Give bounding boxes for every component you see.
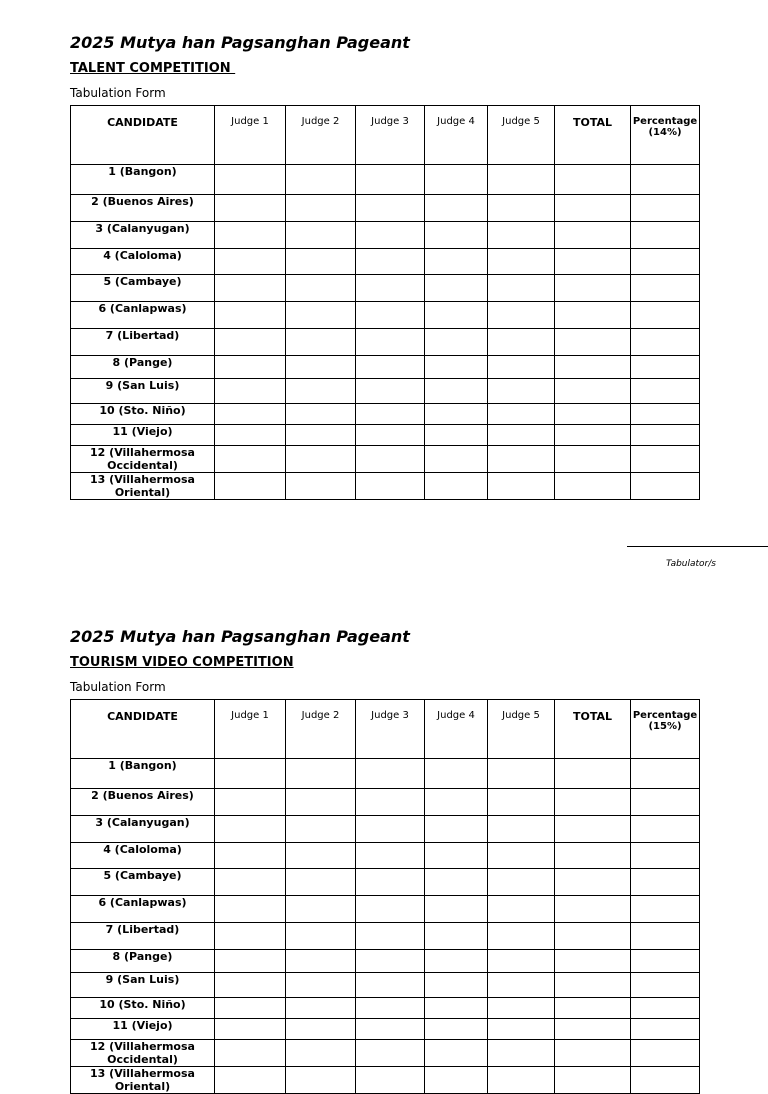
- judge-1-score-cell[interactable]: [215, 759, 286, 789]
- judge-3-score-cell[interactable]: [356, 356, 425, 379]
- judge-1-score-cell[interactable]: [215, 1040, 286, 1067]
- judge-4-score-cell[interactable]: [425, 896, 488, 923]
- candidate-name-cell: 3 (Calanyugan): [71, 222, 215, 249]
- table-row: [71, 473, 700, 500]
- table-row: [71, 869, 700, 896]
- judge-3-score-cell[interactable]: [356, 869, 425, 896]
- tabulation-table: [70, 699, 700, 1094]
- judge-2-score-cell[interactable]: [286, 998, 356, 1019]
- judge-3-score-cell[interactable]: [356, 896, 425, 923]
- table-row: [71, 275, 700, 302]
- talent-competition-section: [70, 32, 716, 569]
- judge-3-score-cell[interactable]: [356, 195, 425, 222]
- pageant-title: 2025 Mutya han Pagsanghan Pageant: [70, 627, 410, 646]
- judge-4-score-cell[interactable]: [425, 249, 488, 275]
- judge-5-score-cell[interactable]: [488, 379, 555, 404]
- table-header-row: [71, 700, 700, 759]
- judge-1-score-cell[interactable]: [215, 816, 286, 843]
- judge-5-score-cell[interactable]: [488, 446, 555, 473]
- judge-3-score-cell[interactable]: [356, 816, 425, 843]
- candidate-name-cell: 11 (Viejo): [71, 1019, 215, 1040]
- percentage-cell[interactable]: [631, 275, 700, 302]
- judge-1-score-cell[interactable]: [215, 446, 286, 473]
- judge-4-score-cell[interactable]: [425, 923, 488, 950]
- judge-3-score-cell[interactable]: [356, 446, 425, 473]
- table-row: [71, 165, 700, 195]
- candidate-name-cell: 7 (Libertad): [71, 923, 215, 950]
- table-row: [71, 195, 700, 222]
- judge-1-score-cell[interactable]: [215, 329, 286, 356]
- candidate-name-cell: 6 (Canlapwas): [71, 896, 215, 923]
- judge-3-score-cell[interactable]: [356, 275, 425, 302]
- judge-5-score-cell[interactable]: [488, 1067, 555, 1094]
- judge-3-score-cell[interactable]: [356, 425, 425, 446]
- percentage-cell[interactable]: [631, 379, 700, 404]
- percentage-cell[interactable]: [631, 195, 700, 222]
- judge-1-score-cell[interactable]: [215, 998, 286, 1019]
- table-row: [71, 843, 700, 869]
- judge-1-header: Judge 1: [215, 106, 286, 165]
- total-cell[interactable]: [555, 759, 631, 789]
- candidate-name-cell: 1 (Bangon): [71, 759, 215, 789]
- judge-5-score-cell[interactable]: [488, 923, 555, 950]
- table-row: [71, 302, 700, 329]
- percentage-cell[interactable]: [631, 404, 700, 425]
- judge-5-score-cell[interactable]: [488, 302, 555, 329]
- table-row: [71, 356, 700, 379]
- judge-2-score-cell[interactable]: [286, 329, 356, 356]
- percentage-cell[interactable]: [631, 789, 700, 816]
- candidate-name-cell: 1 (Bangon): [71, 165, 215, 195]
- total-cell[interactable]: [555, 446, 631, 473]
- total-header: TOTAL: [555, 106, 631, 165]
- total-cell[interactable]: [555, 973, 631, 998]
- table-row: [71, 923, 700, 950]
- total-cell[interactable]: [555, 302, 631, 329]
- judge-2-score-cell[interactable]: [286, 302, 356, 329]
- judge-5-score-cell[interactable]: [488, 249, 555, 275]
- table-row: [71, 998, 700, 1019]
- table-row: [71, 816, 700, 843]
- percentage-cell[interactable]: [631, 1019, 700, 1040]
- judge-3-score-cell[interactable]: [356, 923, 425, 950]
- candidate-name-cell: 7 (Libertad): [71, 329, 215, 356]
- candidate-name-cell: 13 (Villahermosa Oriental): [71, 473, 215, 500]
- judge-3-score-cell[interactable]: [356, 759, 425, 789]
- total-cell[interactable]: [555, 473, 631, 500]
- candidate-name-cell: 2 (Buenos Aires): [71, 195, 215, 222]
- judge-1-score-cell[interactable]: [215, 379, 286, 404]
- judge-1-header: Judge 1: [215, 700, 286, 759]
- judge-5-score-cell[interactable]: [488, 950, 555, 973]
- judge-4-score-cell[interactable]: [425, 165, 488, 195]
- total-cell[interactable]: [555, 222, 631, 249]
- percentage-cell[interactable]: [631, 425, 700, 446]
- judge-3-score-cell[interactable]: [356, 329, 425, 356]
- table-row: [71, 425, 700, 446]
- judge-5-score-cell[interactable]: [488, 843, 555, 869]
- competition-subtitle: TALENT COMPETITION: [70, 61, 236, 76]
- percentage-cell[interactable]: [631, 165, 700, 195]
- form-label: Tabulation Form: [70, 680, 166, 694]
- table-row: [71, 950, 700, 973]
- judge-2-score-cell[interactable]: [286, 222, 356, 249]
- judge-3-score-cell[interactable]: [356, 998, 425, 1019]
- judge-2-score-cell[interactable]: [286, 973, 356, 998]
- judge-1-score-cell[interactable]: [215, 165, 286, 195]
- judge-5-score-cell[interactable]: [488, 329, 555, 356]
- judge-2-score-cell[interactable]: [286, 843, 356, 869]
- total-cell[interactable]: [555, 816, 631, 843]
- percentage-cell[interactable]: [631, 759, 700, 789]
- judge-5-score-cell[interactable]: [488, 404, 555, 425]
- judge-4-score-cell[interactable]: [425, 998, 488, 1019]
- judge-2-score-cell[interactable]: [286, 275, 356, 302]
- candidate-name-cell: 11 (Viejo): [71, 425, 215, 446]
- judge-4-score-cell[interactable]: [425, 404, 488, 425]
- percentage-cell[interactable]: [631, 923, 700, 950]
- total-cell[interactable]: [555, 923, 631, 950]
- judge-2-score-cell[interactable]: [286, 950, 356, 973]
- table-row: [71, 1040, 700, 1067]
- candidate-name-cell: 9 (San Luis): [71, 973, 215, 998]
- table-row: [71, 404, 700, 425]
- tabulator-label: Tabulator/s: [666, 559, 716, 569]
- judge-5-header: Judge 5: [488, 106, 555, 165]
- judge-3-score-cell[interactable]: [356, 222, 425, 249]
- judge-3-score-cell[interactable]: [356, 789, 425, 816]
- judge-1-score-cell[interactable]: [215, 869, 286, 896]
- total-cell[interactable]: [555, 356, 631, 379]
- percentage-cell[interactable]: [631, 896, 700, 923]
- form-label: Tabulation Form: [70, 86, 166, 100]
- judge-1-score-cell[interactable]: [215, 1019, 286, 1040]
- judge-2-score-cell[interactable]: [286, 1040, 356, 1067]
- judge-4-score-cell[interactable]: [425, 302, 488, 329]
- judge-2-score-cell[interactable]: [286, 473, 356, 500]
- table-row: [71, 379, 700, 404]
- judge-1-score-cell[interactable]: [215, 923, 286, 950]
- judge-4-score-cell[interactable]: [425, 950, 488, 973]
- total-cell[interactable]: [555, 404, 631, 425]
- judge-2-score-cell[interactable]: [286, 165, 356, 195]
- judge-2-score-cell[interactable]: [286, 896, 356, 923]
- candidate-header: CANDIDATE: [71, 700, 215, 759]
- judge-3-score-cell[interactable]: [356, 1019, 425, 1040]
- judge-4-score-cell[interactable]: [425, 789, 488, 816]
- judge-4-score-cell[interactable]: [425, 222, 488, 249]
- percentage-header: Percentage (14%): [631, 106, 700, 165]
- candidate-name-cell: 4 (Caloloma): [71, 249, 215, 275]
- candidate-header: CANDIDATE: [71, 106, 215, 165]
- table-row: [71, 1019, 700, 1040]
- candidate-name-cell: 2 (Buenos Aires): [71, 789, 215, 816]
- judge-4-score-cell[interactable]: [425, 446, 488, 473]
- total-cell[interactable]: [555, 1067, 631, 1094]
- judge-4-score-cell[interactable]: [425, 473, 488, 500]
- judge-4-header: Judge 4: [425, 700, 488, 759]
- judge-4-score-cell[interactable]: [425, 816, 488, 843]
- candidate-name-cell: 4 (Caloloma): [71, 843, 215, 869]
- candidate-name-cell: 10 (Sto. Niño): [71, 998, 215, 1019]
- table-row: [71, 446, 700, 473]
- candidate-name-cell: 8 (Pange): [71, 356, 215, 379]
- percentage-header: Percentage (15%): [631, 700, 700, 759]
- judge-2-score-cell[interactable]: [286, 404, 356, 425]
- judge-1-score-cell[interactable]: [215, 404, 286, 425]
- total-cell[interactable]: [555, 379, 631, 404]
- judge-1-score-cell[interactable]: [215, 843, 286, 869]
- total-cell[interactable]: [555, 1019, 631, 1040]
- judge-3-score-cell[interactable]: [356, 165, 425, 195]
- judge-3-header: Judge 3: [356, 106, 425, 165]
- judge-3-score-cell[interactable]: [356, 249, 425, 275]
- judge-1-score-cell[interactable]: [215, 195, 286, 222]
- percentage-cell[interactable]: [631, 222, 700, 249]
- judge-1-score-cell[interactable]: [215, 425, 286, 446]
- total-cell[interactable]: [555, 1040, 631, 1067]
- judge-1-score-cell[interactable]: [215, 356, 286, 379]
- judge-5-score-cell[interactable]: [488, 869, 555, 896]
- judge-3-score-cell[interactable]: [356, 1067, 425, 1094]
- total-cell[interactable]: [555, 425, 631, 446]
- total-cell[interactable]: [555, 869, 631, 896]
- judge-2-score-cell[interactable]: [286, 816, 356, 843]
- judge-2-header: Judge 2: [286, 106, 356, 165]
- judge-5-score-cell[interactable]: [488, 759, 555, 789]
- candidate-name-cell: 13 (Villahermosa Oriental): [71, 1067, 215, 1094]
- judge-4-score-cell[interactable]: [425, 356, 488, 379]
- judge-2-score-cell[interactable]: [286, 759, 356, 789]
- judge-4-score-cell[interactable]: [425, 275, 488, 302]
- table-row: [71, 329, 700, 356]
- judge-1-score-cell[interactable]: [215, 1067, 286, 1094]
- total-cell[interactable]: [555, 249, 631, 275]
- judge-4-score-cell[interactable]: [425, 379, 488, 404]
- candidate-name-cell: 12 (Villahermosa Occidental): [71, 446, 215, 473]
- judge-2-score-cell[interactable]: [286, 1067, 356, 1094]
- judge-2-score-cell[interactable]: [286, 356, 356, 379]
- judge-5-score-cell[interactable]: [488, 425, 555, 446]
- total-cell[interactable]: [555, 896, 631, 923]
- total-cell[interactable]: [555, 789, 631, 816]
- judge-5-score-cell[interactable]: [488, 998, 555, 1019]
- judge-2-score-cell[interactable]: [286, 1019, 356, 1040]
- tabulator-signature-line: [627, 546, 768, 547]
- candidate-name-cell: 10 (Sto. Niño): [71, 404, 215, 425]
- judge-1-score-cell[interactable]: [215, 789, 286, 816]
- pageant-title: 2025 Mutya han Pagsanghan Pageant: [70, 33, 410, 52]
- judge-1-score-cell[interactable]: [215, 896, 286, 923]
- judge-2-header: Judge 2: [286, 700, 356, 759]
- judge-3-score-cell[interactable]: [356, 379, 425, 404]
- judge-4-score-cell[interactable]: [425, 1019, 488, 1040]
- table-header-row: [71, 106, 700, 165]
- judge-3-score-cell[interactable]: [356, 843, 425, 869]
- candidate-name-cell: 6 (Canlapwas): [71, 302, 215, 329]
- total-cell[interactable]: [555, 275, 631, 302]
- candidate-name-cell: 12 (Villahermosa Occidental): [71, 1040, 215, 1067]
- judge-4-score-cell[interactable]: [425, 329, 488, 356]
- judge-5-score-cell[interactable]: [488, 816, 555, 843]
- judge-2-score-cell[interactable]: [286, 923, 356, 950]
- judge-5-score-cell[interactable]: [488, 165, 555, 195]
- judge-3-score-cell[interactable]: [356, 302, 425, 329]
- judge-4-score-cell[interactable]: [425, 973, 488, 998]
- judge-1-score-cell[interactable]: [215, 222, 286, 249]
- judge-1-score-cell[interactable]: [215, 973, 286, 998]
- percentage-cell[interactable]: [631, 843, 700, 869]
- judge-2-score-cell[interactable]: [286, 869, 356, 896]
- judge-2-score-cell[interactable]: [286, 446, 356, 473]
- percentage-cell[interactable]: [631, 816, 700, 843]
- percentage-cell[interactable]: [631, 869, 700, 896]
- judge-4-score-cell[interactable]: [425, 1040, 488, 1067]
- judge-3-score-cell[interactable]: [356, 473, 425, 500]
- percentage-cell[interactable]: [631, 329, 700, 356]
- percentage-cell[interactable]: [631, 302, 700, 329]
- judge-5-score-cell[interactable]: [488, 222, 555, 249]
- candidate-name-cell: 9 (San Luis): [71, 379, 215, 404]
- table-row: [71, 222, 700, 249]
- table-row: [71, 896, 700, 923]
- competition-subtitle: TOURISM VIDEO COMPETITION: [70, 655, 294, 670]
- total-cell[interactable]: [555, 998, 631, 1019]
- judge-1-score-cell[interactable]: [215, 275, 286, 302]
- judge-1-score-cell[interactable]: [215, 249, 286, 275]
- judge-1-score-cell[interactable]: [215, 473, 286, 500]
- total-header: TOTAL: [555, 700, 631, 759]
- judge-2-score-cell[interactable]: [286, 195, 356, 222]
- judge-4-score-cell[interactable]: [425, 843, 488, 869]
- judge-2-score-cell[interactable]: [286, 789, 356, 816]
- total-cell[interactable]: [555, 165, 631, 195]
- table-row: [71, 759, 700, 789]
- judge-4-score-cell[interactable]: [425, 425, 488, 446]
- total-cell[interactable]: [555, 843, 631, 869]
- table-row: [71, 789, 700, 816]
- percentage-cell[interactable]: [631, 950, 700, 973]
- judge-2-score-cell[interactable]: [286, 425, 356, 446]
- candidate-name-cell: 3 (Calanyugan): [71, 816, 215, 843]
- judge-2-score-cell[interactable]: [286, 379, 356, 404]
- judge-5-score-cell[interactable]: [488, 789, 555, 816]
- judge-5-score-cell[interactable]: [488, 1019, 555, 1040]
- judge-2-score-cell[interactable]: [286, 249, 356, 275]
- percentage-cell[interactable]: [631, 249, 700, 275]
- judge-3-score-cell[interactable]: [356, 1040, 425, 1067]
- total-cell[interactable]: [555, 950, 631, 973]
- judge-5-score-cell[interactable]: [488, 1040, 555, 1067]
- judge-5-score-cell[interactable]: [488, 473, 555, 500]
- judge-5-score-cell[interactable]: [488, 973, 555, 998]
- table-row: [71, 249, 700, 275]
- percentage-cell[interactable]: [631, 973, 700, 998]
- total-cell[interactable]: [555, 195, 631, 222]
- percentage-cell[interactable]: [631, 356, 700, 379]
- tabulation-table: [70, 105, 700, 500]
- judge-5-score-cell[interactable]: [488, 356, 555, 379]
- judge-5-score-cell[interactable]: [488, 896, 555, 923]
- percentage-cell[interactable]: [631, 998, 700, 1019]
- judge-3-header: Judge 3: [356, 700, 425, 759]
- percentage-cell[interactable]: [631, 1040, 700, 1067]
- percentage-cell[interactable]: [631, 446, 700, 473]
- judge-1-score-cell[interactable]: [215, 302, 286, 329]
- percentage-cell[interactable]: [631, 473, 700, 500]
- candidate-name-cell: 5 (Cambaye): [71, 869, 215, 896]
- judge-4-header: Judge 4: [425, 106, 488, 165]
- judge-4-score-cell[interactable]: [425, 1067, 488, 1094]
- judge-3-score-cell[interactable]: [356, 950, 425, 973]
- candidate-name-cell: 8 (Pange): [71, 950, 215, 973]
- judge-3-score-cell[interactable]: [356, 404, 425, 425]
- percentage-cell[interactable]: [631, 1067, 700, 1094]
- judge-5-score-cell[interactable]: [488, 275, 555, 302]
- table-row: [71, 973, 700, 998]
- judge-4-score-cell[interactable]: [425, 195, 488, 222]
- judge-5-header: Judge 5: [488, 700, 555, 759]
- judge-3-score-cell[interactable]: [356, 973, 425, 998]
- table-row: [71, 1067, 700, 1094]
- judge-4-score-cell[interactable]: [425, 759, 488, 789]
- candidate-name-cell: 5 (Cambaye): [71, 275, 215, 302]
- judge-5-score-cell[interactable]: [488, 195, 555, 222]
- total-cell[interactable]: [555, 329, 631, 356]
- judge-4-score-cell[interactable]: [425, 869, 488, 896]
- judge-1-score-cell[interactable]: [215, 950, 286, 973]
